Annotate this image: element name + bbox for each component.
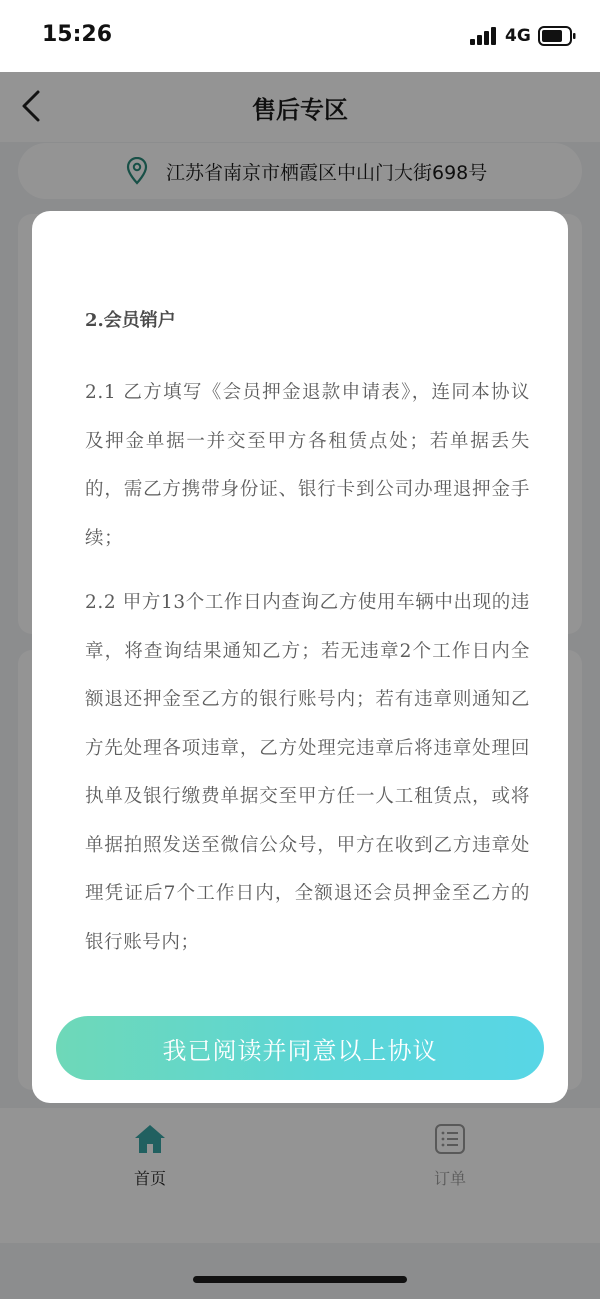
network-label: 4G <box>505 26 531 46</box>
nav-label-home: 首页 <box>133 1169 166 1188</box>
clause-2-1: 2.1 乙方填写《会员押金退款申请表》，连同本协议及押金单据一并交至甲方各租赁点处；若单据丢失的，需乙方携带身份证、银行卡到公司办理退押金手续； <box>85 382 530 549</box>
clause-2-2: 2.2 甲方13个工作日内查询乙方使用车辆中出现的违章，将查询结果通知乙方；若无违章2个工作日内全额退还押金至乙方的银行账号内；若有违章则通知乙方先处理各项违章，乙方处理完违章后将违章处理回执单及银行缴费单据交至甲方任一人工租赁点，或将单据拍照发送至微信公众号，甲方在收到乙方违章处理凭证后7个工作日内，全额退还会员押金至乙方的银行账号内； <box>85 592 530 953</box>
agreement-modal <box>32 211 568 1103</box>
status-time: 15:26 <box>42 22 113 47</box>
page-title: 售后专区 <box>252 96 348 124</box>
location-address: 江苏省南京市栖霞区中山门大街698号 <box>166 162 488 184</box>
nav-label-orders: 订单 <box>433 1169 466 1188</box>
home-indicator[interactable] <box>193 1276 407 1283</box>
agreement-content[interactable] <box>85 301 530 983</box>
battery-icon <box>538 26 576 46</box>
signal-icon <box>470 27 498 45</box>
section-heading: 2.会员销户 <box>85 310 176 331</box>
agree-button[interactable]: 我已阅读并同意以上协议 <box>56 1016 544 1080</box>
status-bar <box>0 0 600 72</box>
